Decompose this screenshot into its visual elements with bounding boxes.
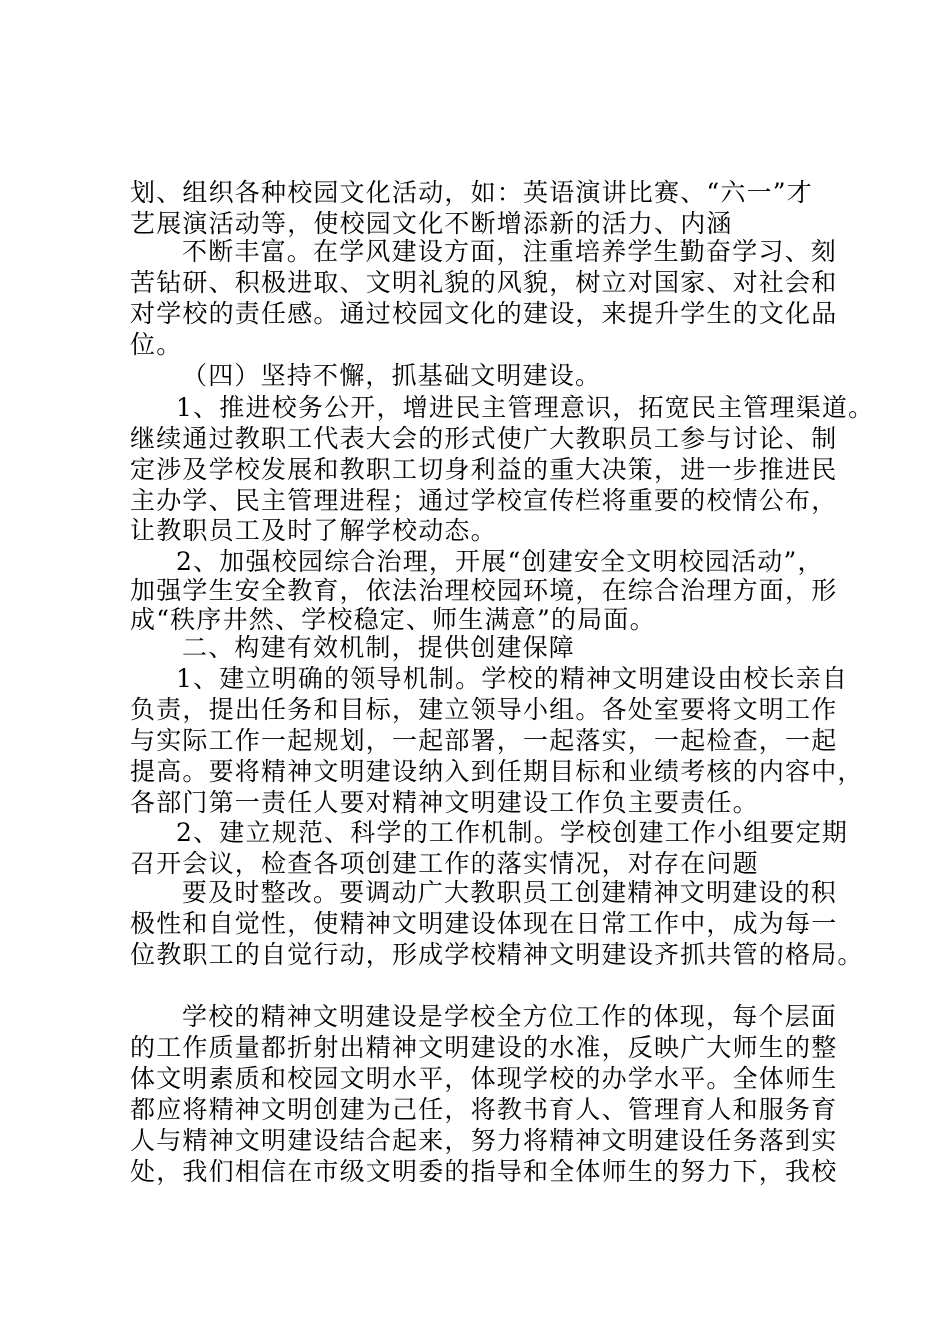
text-line: 主办学、民主管理进程；通过学校宣传栏将重要的校情公布， [130, 486, 838, 515]
text-line: 人与精神文明建设结合起来，努力将精神文明建设任务落到实 [130, 1126, 838, 1155]
text-line: 2、建立规范、科学的工作机制。学校创建工作小组要定期 [176, 818, 849, 847]
text-line: 与实际工作一起规划，一起部署，一起落实，一起检查，一起 [130, 726, 838, 755]
text-line: 对学校的责任感。通过校园文化的建设，来提升学生的文化品 [130, 299, 838, 328]
text-line: 艺展演活动等，使校园文化不断增添新的活力、内涵 [130, 209, 733, 238]
text-line: 极性和自觉性，使精神文明建设体现在日常工作中，成为每一 [130, 909, 838, 938]
text-line: 继续通过教职工代表大会的形式使广大教职员工参与讨论、制 [130, 424, 838, 453]
text-line: 让教职员工及时了解学校动态。 [130, 516, 497, 545]
text-line: 加强学生安全教育，依法治理校园环境，在综合治理方面，形 [130, 576, 838, 605]
text-line: 都应将精神文明创建为己任，将教书育人、管理育人和服务育 [130, 1095, 838, 1124]
text-line: 2、加强校园综合治理，开展“创建安全文明校园活动”， [176, 547, 824, 576]
text-line: 负责，提出任务和目标，建立领导小组。各处室要将文明工作 [130, 695, 838, 724]
text-line: 划、组织各种校园文化活动，如：英语演讲比赛、“六一”才 [130, 178, 813, 207]
text-line: 召开会议，检查各项创建工作的落实情况，对存在问题 [130, 849, 759, 878]
text-line: 定涉及学校发展和教职工切身利益的重大决策，进一步推进民 [130, 455, 838, 484]
section-heading: 二、构建有效机制，提供创建保障 [182, 633, 576, 662]
text-line: 各部门第一责任人要对精神文明建设工作负主要责任。 [130, 788, 759, 817]
section-heading: （四）坚持不懈，抓基础文明建设。 [182, 361, 602, 390]
text-line: 提高。要将精神文明建设纳入到任期目标和业绩考核的内容中， [130, 757, 864, 786]
text-line: 要及时整改。要调动广大教职员工创建精神文明建设的积 [182, 878, 838, 907]
text-line: 1、建立明确的领导机制。学校的精神文明建设由校长亲自 [176, 664, 849, 693]
text-line: 体文明素质和校园文明水平，体现学校的办学水平。全体师生 [130, 1064, 838, 1093]
text-line: 位。 [130, 330, 183, 359]
text-line: 成“秩序井然、学校稳定、师生满意”的局面。 [130, 605, 656, 634]
text-line: 1、推进校务公开，增进民主管理意识，拓宽民主管理渠道。 [176, 393, 875, 422]
text-line: 学校的精神文明建设是学校全方位工作的体现，每个层面 [182, 1002, 838, 1031]
text-line: 苦钻研、积极进取、文明礼貌的风貌，树立对国家、对社会和 [130, 268, 838, 297]
text-line: 位教职工的自觉行动，形成学校精神文明建设齐抓共管的格局。 [130, 940, 864, 969]
text-line: 的工作质量都折射出精神文明建设的水准，反映广大师生的整 [130, 1033, 838, 1062]
text-line: 不断丰富。在学风建设方面，注重培养学生勤奋学习、刻 [182, 237, 838, 266]
text-line: 处，我们相信在市级文明委的指导和全体师生的努力下，我校 [130, 1157, 838, 1186]
